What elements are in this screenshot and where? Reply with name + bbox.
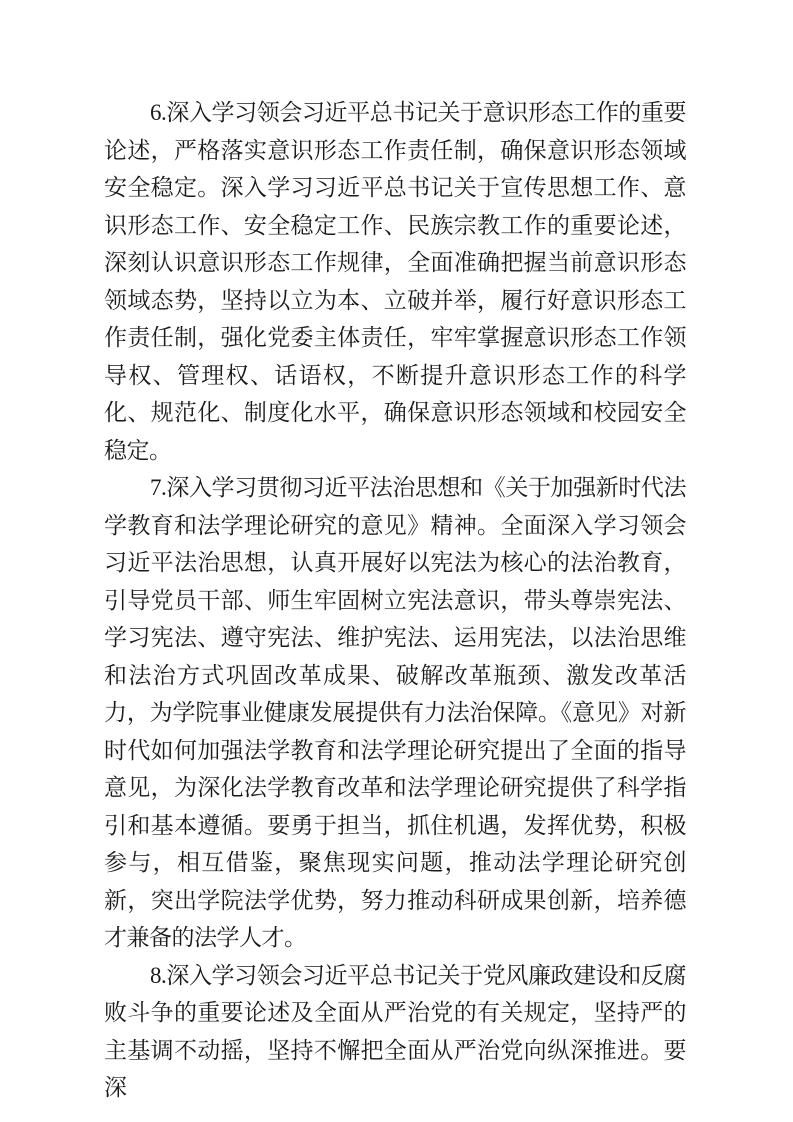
paragraph-8: 8.深入学习领会习近平总书记关于党风廉政建设和反腐败斗争的重要论述及全面从严治党的有关规定，坚持严的主基调不动摇，坚持不懈把全面从严治党向纵深推进。要深 xyxy=(104,962,686,1100)
paragraph-7: 7.深入学习贯彻习近平法治思想和《关于加强新时代法学教育和法学理论研究的意见》精神。全面深入学习领会习近平法治思想，认真开展好以宪法为核心的法治教育，引导党员干部、师生牢固树立宪法意识，带头尊崇宪法、学习宪法、遵守宪法、维护宪法、运用宪法，以法治思维和法治方式巩固改革成果、破解改革瓶颈、激发改革活力，为学院事业健康发展提供有力法治保障。《意见》对新时代如何加强法学教育和法学理论研究提出了全面的指导意见，为深化法学教育改革和法学理论研究提供了科学指引和基本遵循。要勇于担当，抓住机遇，发挥优势，积极参与，相互借鉴，聚焦现实问题，推动法学理论研究创新，突出学院法学优势，努力推动科研成果创新，培养德才兼备的法学人才。 xyxy=(104,475,686,950)
paragraph-6: 6.深入学习领会习近平总书记关于意识形态工作的重要论述，严格落实意识形态工作责任制，确保意识形态领域安全稳定。深入学习习近平总书记关于宣传思想工作、意识形态工作、安全稳定工作、民族宗教工作的重要论述，深刻认识意识形态工作规律，全面准确把握当前意识形态领域态势，坚持以立为本、立破并举，履行好意识形态工作责任制，强化党委主体责任，牢牢掌握意识形态工作领导权、管理权、话语权，不断提升意识形态工作的科学化、规范化、制度化水平，确保意识形态领域和校园安全稳定。 xyxy=(104,100,686,463)
document-text-block xyxy=(104,94,686,1107)
